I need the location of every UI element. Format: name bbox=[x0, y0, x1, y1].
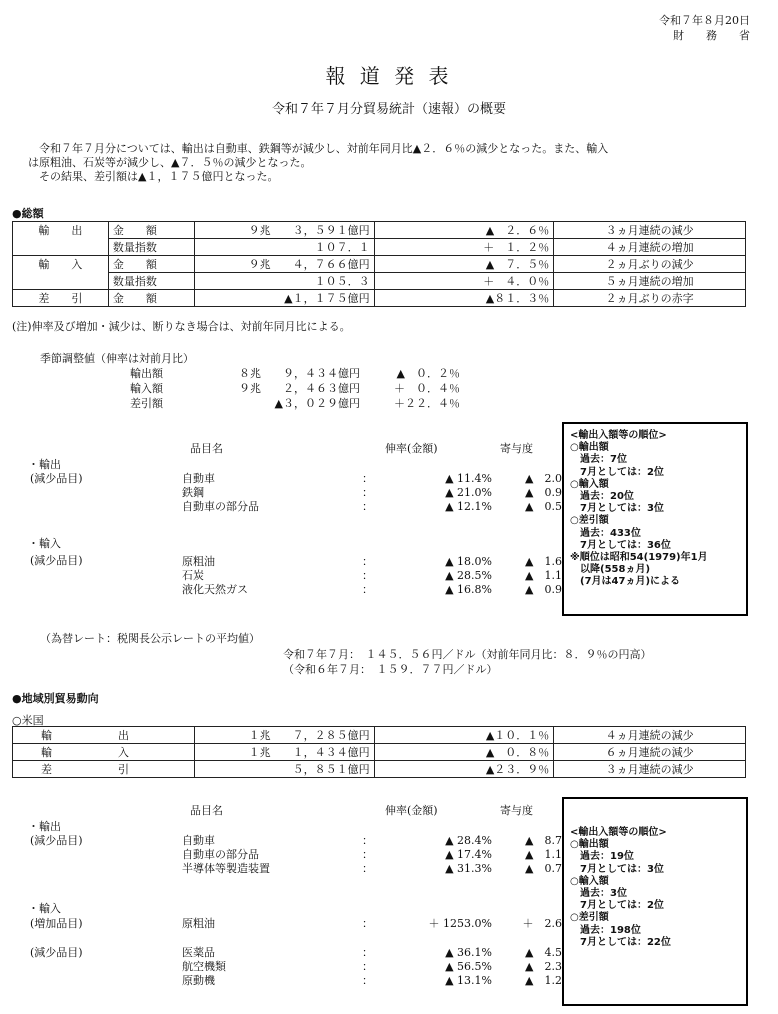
page-title: 報 道 発 表 bbox=[325, 64, 453, 88]
table-row bbox=[13, 273, 746, 290]
item-colon: ： bbox=[362, 486, 373, 499]
row-item: 数量指数 bbox=[108, 273, 194, 290]
col-rate-header: 伸率(金額) bbox=[385, 804, 438, 817]
row-change: ▲ ２．６％ bbox=[374, 222, 554, 239]
rank-line: ○輸入額 bbox=[570, 478, 609, 490]
item-colon: ： bbox=[362, 974, 373, 987]
item-colon: ： bbox=[362, 472, 373, 485]
seasonal-row bbox=[130, 380, 460, 396]
rank-line: 7月としては：2位 bbox=[570, 466, 664, 478]
item-contrib: ▲ 1.2 bbox=[525, 974, 562, 987]
item-rate: ▲ 21.0% bbox=[445, 486, 492, 499]
list-item bbox=[182, 860, 562, 876]
rank-line: 過去：20位 bbox=[570, 491, 634, 503]
item-contrib: ▲ 0.7 bbox=[525, 862, 562, 875]
rank-box-world bbox=[562, 422, 748, 616]
import-sub-label: (減少品目) bbox=[30, 554, 83, 567]
row-change: ▲１０．１％ bbox=[374, 727, 554, 744]
item-name: 原動機 bbox=[182, 974, 215, 987]
seasonal-value: ▲３，０２９億円 bbox=[274, 397, 360, 410]
row-note: ４ヵ月連続の減少 bbox=[554, 727, 746, 744]
seasonal-change: ＋ ０．４％ bbox=[394, 382, 460, 395]
export-sub-label: (減少品目) bbox=[30, 472, 83, 485]
table-row bbox=[13, 761, 746, 778]
rank-box-title: <輸出入額等の順位> bbox=[570, 827, 667, 838]
seasonal-row bbox=[130, 395, 460, 411]
rank-line: 7月としては：22位 bbox=[570, 936, 671, 948]
export-label: ・輸出 bbox=[28, 820, 61, 833]
rank-line: 7月としては：2位 bbox=[570, 900, 664, 912]
item-colon: ： bbox=[362, 834, 373, 847]
import-label: ・輸入 bbox=[28, 902, 61, 915]
row-value: ５，８５１億円 bbox=[194, 761, 374, 778]
row-change: ▲ ０．８％ bbox=[374, 744, 554, 761]
item-contrib: ▲ 0.9 bbox=[525, 583, 562, 596]
rank-line: 過去：3位 bbox=[570, 888, 627, 900]
rank-line: ○輸出額 bbox=[570, 442, 609, 454]
rank-line: ※順位は昭和54(1979)年1月 bbox=[570, 552, 708, 564]
item-rate: ＋ 1253.0% bbox=[428, 917, 492, 930]
list-item bbox=[182, 972, 562, 988]
row-change: ▲２３．９％ bbox=[374, 761, 554, 778]
row-item: 金 額 bbox=[108, 290, 194, 307]
row-change: ▲８１．３％ bbox=[374, 290, 554, 307]
rank-line: 過去：433位 bbox=[570, 527, 641, 539]
exchange-line-previous: （令和６年７月： １５９．７７円／ドル） bbox=[283, 663, 498, 676]
item-rate: ▲ 16.8% bbox=[445, 583, 492, 596]
col-item-header: 品目名 bbox=[190, 442, 223, 455]
row-note: ３ヵ月連続の減少 bbox=[554, 222, 746, 239]
rank-line: ○差引額 bbox=[570, 912, 609, 924]
row-category: 輸 入 bbox=[13, 256, 109, 273]
col-contrib-header: 寄与度 bbox=[500, 804, 533, 817]
item-colon: ： bbox=[362, 917, 373, 930]
item-name: 原粗油 bbox=[182, 917, 215, 930]
rank-line: 7月としては：36位 bbox=[570, 539, 671, 551]
item-name: 原粗油 bbox=[182, 555, 215, 568]
seasonal-label: 差引額 bbox=[130, 397, 163, 410]
item-name: 自動車の部分品 bbox=[182, 848, 259, 861]
row-note: ４ヵ月連続の増加 bbox=[554, 239, 746, 256]
rank-line: ○輸出額 bbox=[570, 839, 609, 851]
row-label: 差 引 bbox=[13, 761, 195, 778]
col-rate-header: 伸率(金額) bbox=[385, 442, 438, 455]
col-item-header: 品目名 bbox=[190, 804, 223, 817]
seasonal-label: 輸出額 bbox=[130, 367, 163, 380]
intro-line: は原粗油、石炭等が減少し、▲７．５％の減少となった。 bbox=[28, 156, 312, 169]
import-decrease-label: (減少品目) bbox=[30, 946, 83, 959]
item-contrib: ▲ 2.3 bbox=[525, 960, 562, 973]
item-contrib: ▲ 1.1 bbox=[525, 848, 562, 861]
section-total-title: ●総額 bbox=[12, 207, 44, 220]
table-row bbox=[13, 256, 746, 273]
seasonal-value: ８兆 ９，４３４億円 bbox=[239, 367, 360, 380]
item-rate: ▲ 28.4% bbox=[445, 834, 492, 847]
row-item: 金 額 bbox=[108, 222, 194, 239]
item-name: 半導体等製造装置 bbox=[182, 862, 270, 875]
row-value: ９兆 ４，７６６億円 bbox=[194, 256, 374, 273]
item-rate: ▲ 11.4% bbox=[445, 472, 492, 485]
item-contrib: ▲ 4.5 bbox=[525, 946, 562, 959]
seasonal-row bbox=[130, 365, 460, 381]
item-contrib: ▲ 0.5 bbox=[525, 500, 562, 513]
rank-line: ○輸入額 bbox=[570, 875, 609, 887]
intro-line: その結果、差引額は▲１，１７５億円となった。 bbox=[39, 170, 279, 183]
item-name: 自動車 bbox=[182, 834, 215, 847]
rank-box-title: <輸出入額等の順位> bbox=[570, 430, 667, 441]
row-note: ３ヵ月連続の減少 bbox=[554, 761, 746, 778]
list-item bbox=[182, 581, 562, 597]
row-item: 数量指数 bbox=[108, 239, 194, 256]
item-colon: ： bbox=[362, 862, 373, 875]
usa-table bbox=[12, 726, 746, 778]
rank-line: 7月としては：3位 bbox=[570, 503, 664, 515]
row-change: ▲ ７．５％ bbox=[374, 256, 554, 273]
rank-line: 過去：198位 bbox=[570, 924, 641, 936]
item-colon: ： bbox=[362, 500, 373, 513]
rank-line: 7月としては：3位 bbox=[570, 863, 664, 875]
seasonal-label: 輸入額 bbox=[130, 382, 163, 395]
total-table bbox=[12, 221, 746, 307]
seasonal-value: ９兆 ２，４６３億円 bbox=[239, 382, 360, 395]
row-category: 差 引 bbox=[13, 290, 109, 307]
table-row bbox=[13, 290, 746, 307]
item-name: 自動車 bbox=[182, 472, 215, 485]
row-value: １兆 １，４３４億円 bbox=[194, 744, 374, 761]
row-value: １０５．３ bbox=[194, 273, 374, 290]
release-date: 令和７年８月20日 bbox=[659, 14, 750, 27]
row-note: ６ヵ月連続の減少 bbox=[554, 744, 746, 761]
export-label: ・輸出 bbox=[28, 458, 61, 471]
ministry-name: 財 務 省 bbox=[673, 29, 750, 42]
col-contrib-header: 寄与度 bbox=[500, 442, 533, 455]
item-rate: ▲ 17.4% bbox=[445, 848, 492, 861]
row-change: ＋ １．２％ bbox=[374, 239, 554, 256]
seasonal-change: ▲ ０．２％ bbox=[396, 367, 460, 380]
row-label: 輸 出 bbox=[13, 727, 195, 744]
item-contrib: ▲ 1.6 bbox=[525, 555, 562, 568]
row-category bbox=[13, 239, 109, 256]
import-label: ・輸入 bbox=[28, 537, 61, 550]
rank-line: 過去：19位 bbox=[570, 851, 634, 863]
seasonal-change: ＋２２．４％ bbox=[394, 397, 460, 410]
item-rate: ▲ 13.1% bbox=[445, 974, 492, 987]
item-colon: ： bbox=[362, 583, 373, 596]
item-colon: ： bbox=[362, 555, 373, 568]
table-row bbox=[13, 727, 746, 744]
item-colon: ： bbox=[362, 960, 373, 973]
item-name: 石炭 bbox=[182, 569, 204, 582]
row-value: １０７．１ bbox=[194, 239, 374, 256]
usa-title: ○米国 bbox=[12, 714, 44, 727]
item-contrib: ＋ 2.6 bbox=[522, 917, 562, 930]
item-name: 航空機類 bbox=[182, 960, 226, 973]
item-colon: ： bbox=[362, 946, 373, 959]
import-increase-label: (増加品目) bbox=[30, 917, 83, 930]
item-contrib: ▲ 8.7 bbox=[525, 834, 562, 847]
row-item: 金 額 bbox=[108, 256, 194, 273]
row-label: 輸 入 bbox=[13, 744, 195, 761]
rank-line: (7月は47ヵ月)による bbox=[570, 576, 681, 588]
item-rate: ▲ 36.1% bbox=[445, 946, 492, 959]
item-name: 医薬品 bbox=[182, 946, 215, 959]
row-value: ▲１，１７５億円 bbox=[194, 290, 374, 307]
row-category: 輸 出 bbox=[13, 222, 109, 239]
row-value: １兆 ７，２８５億円 bbox=[194, 727, 374, 744]
export-sub-label: (減少品目) bbox=[30, 834, 83, 847]
item-name: 鉄鋼 bbox=[182, 486, 204, 499]
table-row bbox=[13, 239, 746, 256]
item-rate: ▲ 56.5% bbox=[445, 960, 492, 973]
item-contrib: ▲ 2.0 bbox=[525, 472, 562, 485]
total-footnote: (注)伸率及び増加・減少は、断りなき場合は、対前年同月比による。 bbox=[12, 320, 351, 333]
list-item bbox=[182, 498, 562, 514]
item-name: 自動車の部分品 bbox=[182, 500, 259, 513]
row-note: ５ヵ月連続の増加 bbox=[554, 273, 746, 290]
item-rate: ▲ 28.5% bbox=[445, 569, 492, 582]
rank-box-usa bbox=[562, 797, 748, 1006]
item-contrib: ▲ 1.1 bbox=[525, 569, 562, 582]
row-change: ＋ ４．０％ bbox=[374, 273, 554, 290]
seasonal-title: 季節調整値（伸率は対前月比） bbox=[40, 352, 194, 365]
rank-line: 以降(558ヵ月) bbox=[570, 564, 651, 576]
list-item bbox=[182, 915, 562, 931]
item-name: 液化天然ガス bbox=[182, 583, 248, 596]
intro-text bbox=[28, 142, 758, 184]
item-rate: ▲ 18.0% bbox=[445, 555, 492, 568]
intro-line: 令和７年７月分については、輸出は自動車、鉄鋼等が減少し、対前年同月比▲２．６％の減少となった。また、輸入 bbox=[39, 142, 609, 155]
row-note: ２ヵ月ぶりの赤字 bbox=[554, 290, 746, 307]
page-subtitle: 令和７年７月分貿易統計（速報）の概要 bbox=[271, 102, 506, 117]
item-colon: ： bbox=[362, 848, 373, 861]
row-note: ２ヵ月ぶりの減少 bbox=[554, 256, 746, 273]
item-colon: ： bbox=[362, 569, 373, 582]
row-value: ９兆 ３，５９１億円 bbox=[194, 222, 374, 239]
item-contrib: ▲ 0.9 bbox=[525, 486, 562, 499]
exchange-title: （為替レート：税関長公示レートの平均値） bbox=[40, 632, 260, 645]
item-rate: ▲ 12.1% bbox=[445, 500, 492, 513]
table-row bbox=[13, 222, 746, 239]
exchange-line-current: 令和７年７月： １４５．５６円／ドル（対前年同月比：８．９％の円高） bbox=[283, 648, 652, 661]
rank-line: 過去：7位 bbox=[570, 454, 627, 466]
item-rate: ▲ 31.3% bbox=[445, 862, 492, 875]
table-row bbox=[13, 744, 746, 761]
rank-line: ○差引額 bbox=[570, 515, 609, 527]
row-category bbox=[13, 273, 109, 290]
section-region-title: ●地域別貿易動向 bbox=[12, 692, 99, 705]
